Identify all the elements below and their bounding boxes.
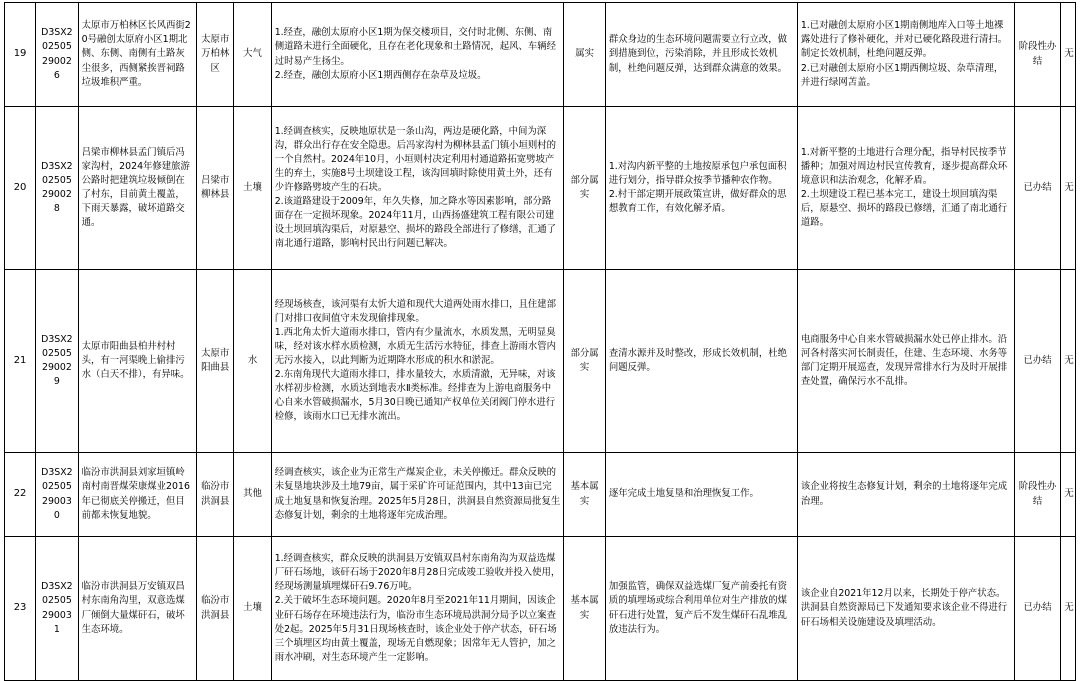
rectification-requirement-line: 加强监管，确保双益选煤厂复产前委托有资质的填埋场或综合利用单位对生产排放的煤矸石进行处置，复产后不发生煤矸石乱堆乱放违法行为。 bbox=[608, 581, 787, 635]
pollution-type: 土壤 bbox=[234, 107, 271, 270]
rectification-actions bbox=[797, 453, 1014, 537]
complaint-content: 吕梁市柳林县孟门镇后冯家沟村，2024年修建旅游公路时把建筑垃圾倾倒在了村东，目前黄土覆盖，下雨天暴露，破坏道路交通。 bbox=[78, 107, 196, 270]
investigation-findings-paragraph: 1.经调查核实，群众反映的洪洞县万安镇双昌村东南角沟为双益选煤厂矸石场地，该矸石场于2020年8月28日完成竣工验收并投入使用，经现场测量填埋煤矸石9.76万吨。 bbox=[274, 553, 561, 593]
administrative-area: 吕梁市柳林县 bbox=[196, 107, 233, 270]
rectification-requirement-line: 查清水源并及时整改，形成长效机制，杜绝问题反弹。 bbox=[608, 347, 787, 373]
accountability: 无 bbox=[1061, 453, 1076, 537]
verdict: 基本属实 bbox=[564, 537, 606, 681]
investigation-findings-paragraph: 1.西北角太忻大道雨水排口，管内有少量流水，水质发黑，无明显臭味，经对该水样水质检测，水质无生活污水特征，排查上游雨水管内无污水接入，以此判断为近期降水形成的积水和淤泥。 bbox=[274, 326, 556, 366]
row-index: 22 bbox=[5, 453, 36, 537]
case-code bbox=[36, 270, 79, 453]
verdict: 部分属实 bbox=[564, 107, 606, 270]
complaint-content: 临汾市洪洞县万安镇双昌村东南角沟里，双意选煤厂倾倒大量煤矸石，破坏生态环境。 bbox=[78, 537, 196, 681]
handling-status: 已办结 bbox=[1014, 107, 1061, 270]
rectification-requirement bbox=[605, 3, 797, 107]
case-table bbox=[4, 2, 1076, 681]
rectification-actions-paragraph: 该企业自2021年12月以来，长期处于停产状态。洪洞县自然资源局已下发通知要求该企业不得进行矸石场相关设施建设及填埋活动。 bbox=[800, 588, 1008, 628]
rectification-requirement bbox=[605, 537, 797, 681]
table-row bbox=[5, 107, 1076, 270]
rectification-actions-paragraph: 2.土坝建设工程已基本完工，建设土坝回填沟渠后，原悬空、损坏的路段已修缮，汇通了南北通行道路。 bbox=[800, 189, 1008, 229]
pollution-type: 土壤 bbox=[234, 537, 271, 681]
rectification-requirement bbox=[605, 270, 797, 453]
pollution-type: 其他 bbox=[234, 453, 271, 537]
case-code-line: 6 bbox=[53, 69, 60, 81]
case-code-line: 02505 bbox=[41, 41, 72, 53]
rectification-requirement-line: 逐年完成土地复垦和治理恢复工作。 bbox=[608, 488, 759, 500]
accountability: 无 bbox=[1061, 270, 1076, 453]
investigation-findings bbox=[271, 107, 564, 270]
handling-status: 阶段性办结 bbox=[1014, 3, 1061, 107]
row-index: 20 bbox=[5, 107, 36, 270]
pollution-type: 大气 bbox=[234, 3, 271, 107]
complaint-content: 临汾市洪洞县刘家垣镇岭南村南晋煤荣康煤业2016年已彻底关停搬迁，但目前都未恢复地貌。 bbox=[78, 453, 196, 537]
investigation-findings bbox=[271, 270, 564, 453]
verdict: 部分属实 bbox=[564, 270, 606, 453]
case-code-line: 02505 bbox=[41, 481, 72, 493]
rectification-actions bbox=[797, 107, 1014, 270]
rectification-actions bbox=[797, 3, 1014, 107]
row-index: 19 bbox=[5, 3, 36, 107]
accountability: 无 bbox=[1061, 107, 1076, 270]
case-code bbox=[36, 107, 79, 270]
case-code bbox=[36, 537, 79, 681]
rectification-requirement bbox=[605, 453, 797, 537]
administrative-area: 太原市万柏林区 bbox=[196, 3, 233, 107]
investigation-findings-paragraph: 2.关于破坏生态环境问题。2020年8月至2021年11月期间，因该企业矸石场存在环境违法行为，临汾市生态环境局洪洞分局予以立案查处2起。2025年5月31日现场核查时，该企业处于停产状态，矸石场三个填埋区均由黄土覆盖，现场无自燃现象；因常年无人管护，加之雨水冲刷，对生态环境产生一定影响。 bbox=[274, 595, 557, 663]
handling-status: 已办结 bbox=[1014, 537, 1061, 681]
table-body bbox=[5, 3, 1076, 681]
rectification-actions-paragraph: 2.已对融创太原府小区1期西侧垃圾、杂草清理，并进行绿网苫盖。 bbox=[800, 62, 1004, 88]
case-code-line: D3SX2 bbox=[41, 333, 73, 345]
table-row bbox=[5, 537, 1076, 681]
verdict: 属实 bbox=[564, 3, 606, 107]
rectification-actions-paragraph: 该企业将按生态修复计划，剩余的土地将逐年完成治理。 bbox=[800, 481, 1008, 507]
accountability: 无 bbox=[1061, 537, 1076, 681]
rectification-requirement-line: 2.村干部定期开展政策宣讲，做好群众的思想教育工作，有效化解矛盾。 bbox=[608, 189, 787, 215]
row-index: 23 bbox=[5, 537, 36, 681]
investigation-findings-paragraph: 1.经查，融创太原府小区1期为保交楼项目，交付时北侧、东侧、南侧道路未进行全面硬化，且存在老化现象和土路情况，起风、车辆经过时易产生扬尘。 bbox=[274, 27, 556, 67]
rectification-actions-paragraph: 电商服务中心自来水管破损漏水处已停止排水。沿河各村落实河长制责任，住建、生态环境、水务等部门定期开展巡查，发现异常排水行为及时开展排查处置，确保污水不乱排。 bbox=[800, 333, 1008, 388]
rectification-actions bbox=[797, 537, 1014, 681]
verdict: 基本属实 bbox=[564, 453, 606, 537]
case-code-line: D3SX2 bbox=[41, 27, 73, 39]
investigation-findings-paragraph: 2.该道路建设于2009年，年久失修，加之降水等因素影响，部分路面存在一定损坏现象。2024年11月，山西扬盛建筑工程有限公司建设土坝回填沟渠后，对原悬空、损坏的路段全部进行了修缮，汇通了南北通行道路，影响村民出行问题已解决。 bbox=[274, 196, 556, 250]
administrative-area: 太原市阳曲县 bbox=[196, 270, 233, 453]
rectification-actions-paragraph: 1.对新平整的土地进行合理分配，指导村民按季节播种；加强对周边村民宣传教育，逐步提高群众环境意识和法治观念，化解矛盾。 bbox=[800, 146, 1008, 186]
case-code-line: D3SX2 bbox=[41, 581, 73, 593]
case-code-line: 02505 bbox=[41, 174, 72, 186]
table-row bbox=[5, 453, 1076, 537]
rectification-requirement-line: 群众身边的生态环境问题需要立行立改，做到措施到位，污染消除，并且形成长效机制，杜绝问题反弹，达到群众满意的效果。 bbox=[608, 34, 787, 74]
investigation-findings bbox=[271, 453, 564, 537]
case-code-line: D3SX2 bbox=[41, 160, 73, 172]
accountability: 无 bbox=[1061, 3, 1076, 107]
investigation-findings bbox=[271, 3, 564, 107]
case-code-line: 29002 bbox=[41, 55, 72, 67]
case-code bbox=[36, 3, 79, 107]
complaint-content: 太原市万柏林区长风西街20号融创太原府小区1期北侧、东侧、南侧有土路灰尘很多，西侧紧挨晋祠路垃圾堆积严重。 bbox=[78, 3, 196, 107]
case-code-line: 29002 bbox=[41, 189, 72, 200]
administrative-area: 临汾市洪洞县 bbox=[196, 537, 233, 681]
case-code bbox=[36, 453, 79, 537]
investigation-findings-paragraph: 经现场核查，该河渠有太忻大道和现代大道两处雨水排口，且住建部门对排口夜间值守未发现偷排现象。 bbox=[274, 298, 556, 324]
case-code-line: 29003 bbox=[41, 609, 72, 621]
investigation-findings-paragraph: 1.经调查核实，反映地原状是一条山沟，两边是硬化路，中间为深沟，群众出行存在安全隐患。后冯家沟村为柳林县孟门镇小垣则村的一个自然村。2024年10月，小垣则村决定利用村通道路拓宽劈坡产生的弃土，实施8号土坝建设工程，该沟回填时除使用黄土外，还有少许修路劈坡产生的石块。 bbox=[274, 125, 556, 193]
rectification-requirement bbox=[605, 107, 797, 270]
case-code-line: 29003 bbox=[41, 495, 72, 507]
rectification-actions bbox=[797, 270, 1014, 453]
case-code-line: 29002 bbox=[41, 362, 72, 373]
handling-status: 已办结 bbox=[1014, 270, 1061, 453]
rectification-actions-paragraph: 1.已对融创太原府小区1期南侧地库入口等土地裸露处进行了修补硬化，并对已硬化路段进行清扫。制定长效机制，杜绝问题反弹。 bbox=[800, 20, 1008, 60]
investigation-findings-paragraph: 2.东南角现代大道雨水排口，排水量较大，水质清澈，无异味，对该水样初步检测，水质达到地表水Ⅱ类标准。经排查为上游电商服务中心自来水管破损漏水，5月30日晚已通知产权单位关闭阀门停水进行检修，该雨水口已无排水流出。 bbox=[274, 369, 556, 423]
investigation-findings-paragraph: 2.经查，融创太原府小区1期西侧存在杂草及垃圾。 bbox=[274, 69, 487, 81]
investigation-findings bbox=[271, 537, 564, 681]
handling-status: 阶段性办结 bbox=[1014, 453, 1061, 537]
table-row bbox=[5, 3, 1076, 107]
case-code-line: 02505 bbox=[41, 595, 72, 607]
complaint-content: 太原市阳曲县柏井村村头，有一河渠晚上偷排污水（白天不排），有异味。 bbox=[78, 270, 196, 453]
pollution-type: 水 bbox=[234, 270, 271, 453]
case-code-line: 1 bbox=[53, 623, 60, 635]
case-code-line: 9 bbox=[53, 376, 60, 388]
investigation-findings-paragraph: 经调查核实，该企业为正常生产煤炭企业，未关停搬迁。群众反映的未复垦地块涉及土地79亩，属于采矿许可证范围内，其中13亩已完成土地复垦和恢复治理。2025年5月28日，洪洞县自然资源局批复生态修复计划，剩余的土地将逐年完成治理。 bbox=[274, 467, 561, 521]
rectification-requirement-line: 1.对沟内新平整的土地按原承包户承包面积进行划分，指导群众按季节播种农作物。 bbox=[608, 160, 787, 186]
row-index: 21 bbox=[5, 270, 36, 453]
case-code-line: 8 bbox=[53, 203, 60, 215]
case-code-line: D3SX2 bbox=[41, 467, 73, 479]
case-code-line: 02505 bbox=[41, 347, 72, 359]
table-row bbox=[5, 270, 1076, 453]
administrative-area: 临汾市洪洞县 bbox=[196, 453, 233, 537]
case-code-line: 0 bbox=[53, 509, 60, 521]
